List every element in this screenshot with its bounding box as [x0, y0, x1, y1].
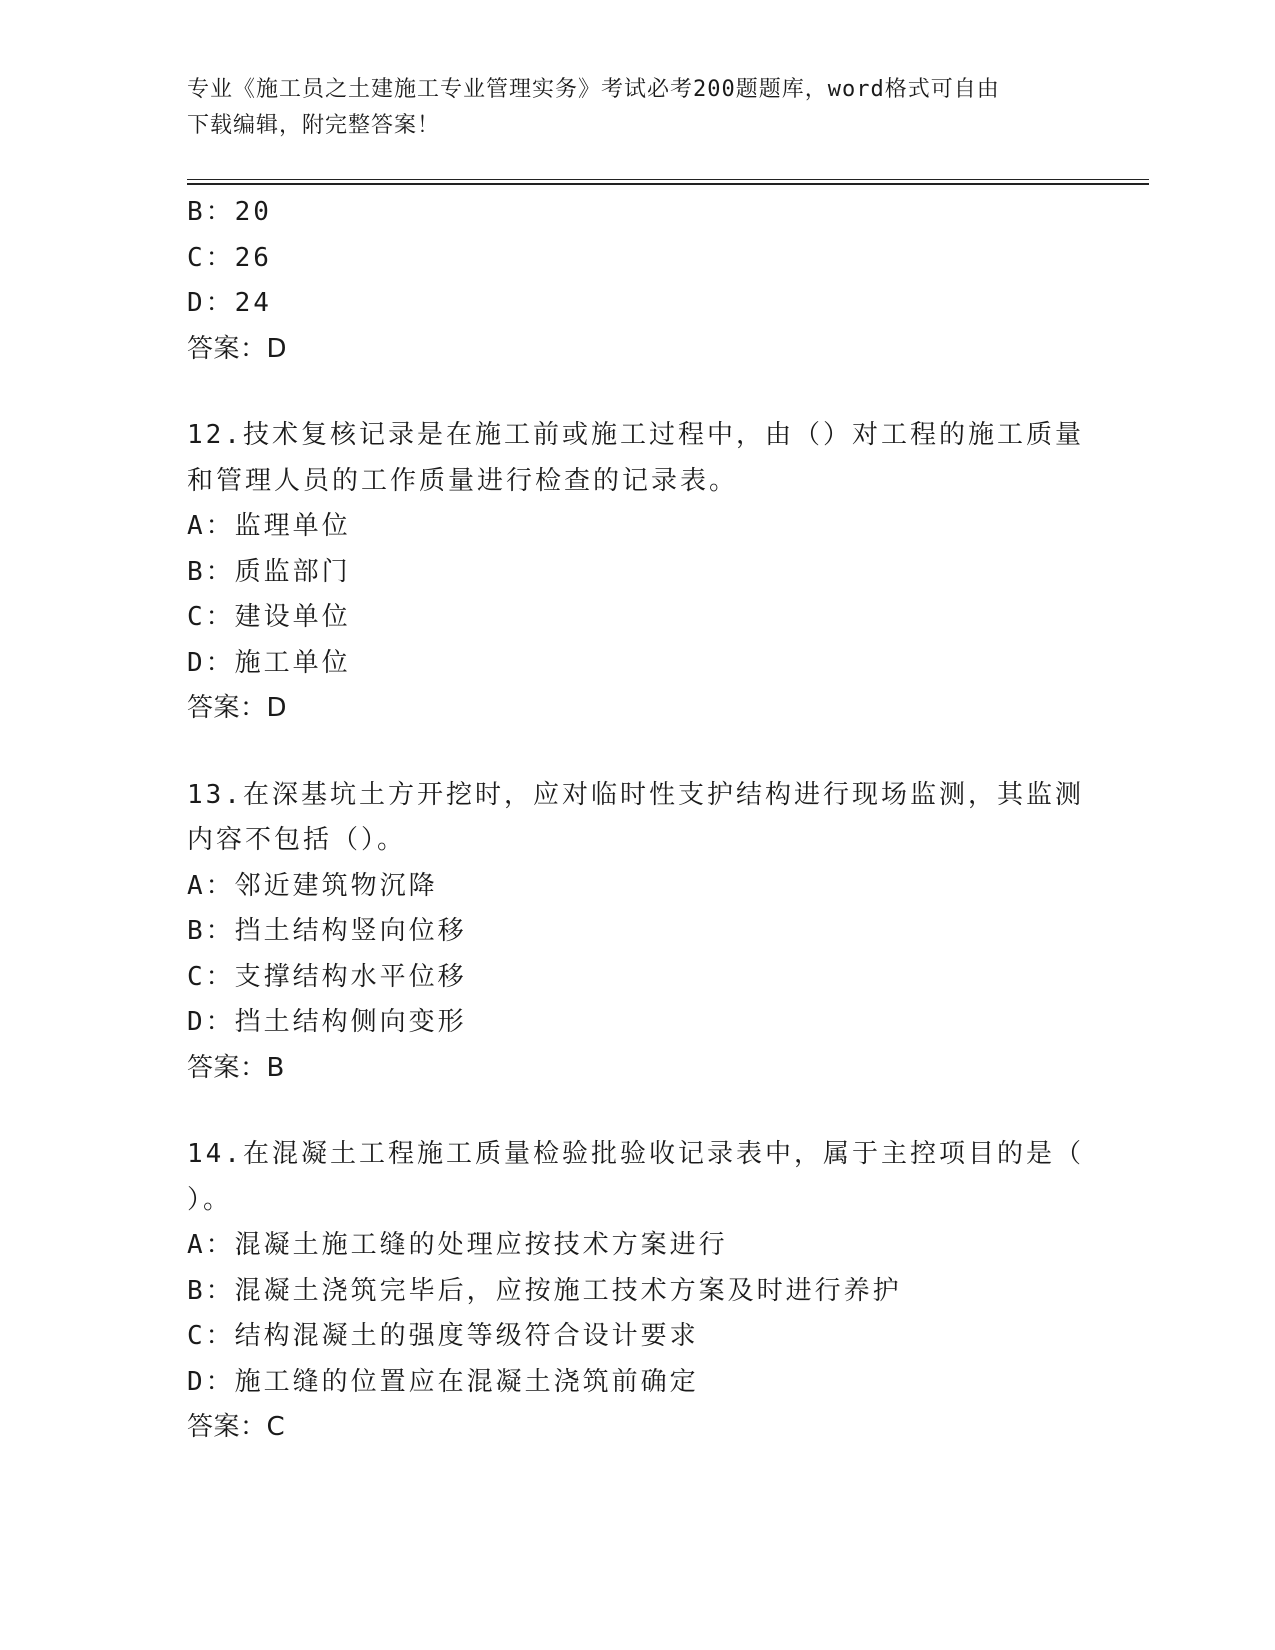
answer: 答案：B — [187, 1052, 285, 1083]
option-a: A：邻近建筑物沉降 — [187, 870, 438, 901]
question-stem-line-2: 和管理人员的工作质量进行检查的记录表。 — [187, 465, 739, 496]
answer: 答案：D — [187, 333, 288, 364]
option-d: D：24 — [187, 288, 272, 318]
option-a: A：监理单位 — [187, 511, 351, 541]
option-d: D：挡土结构侧向变形 — [187, 1007, 467, 1037]
answer: 答案：C — [187, 1412, 286, 1442]
spacer — [187, 372, 1087, 413]
header-divider-thick — [187, 183, 1149, 185]
option-d: D：施工缝的位置应在混凝土浇筑前确定 — [187, 1366, 699, 1397]
option-c: C：26 — [187, 242, 272, 273]
option-b: B：挡土结构竖向位移 — [187, 916, 467, 946]
question-11-tail — [187, 190, 1087, 372]
question-12 — [187, 413, 1087, 732]
question-14 — [187, 1132, 1087, 1451]
option-a: A：混凝土施工缝的处理应按技术方案进行 — [187, 1230, 728, 1260]
option-b: B：质监部门 — [187, 556, 351, 587]
answer: 答案：D — [187, 693, 288, 723]
option-b: B：混凝土浇筑完毕后，应按施工技术方案及时进行养护 — [187, 1275, 902, 1306]
question-content — [187, 190, 1087, 1451]
option-b: B：20 — [187, 197, 272, 227]
header-title-line-2: 下载编辑，附完整答案！ — [187, 113, 441, 138]
document-header — [187, 72, 1087, 144]
header-divider-thin — [187, 179, 1149, 180]
option-c: C：结构混凝土的强度等级符合设计要求 — [187, 1321, 699, 1351]
option-c: C：建设单位 — [187, 602, 351, 632]
header-title-line-1: 专业《施工员之土建施工专业管理实务》考试必考200题题库，word格式可自由 — [187, 77, 1000, 102]
question-stem-line-1: 14.在混凝土工程施工质量检验批验收记录表中，属于主控项目的是（ — [187, 1139, 1084, 1169]
spacer — [187, 1091, 1087, 1132]
question-stem-line-2: 内容不包括（）。 — [187, 825, 407, 855]
spacer — [187, 732, 1087, 773]
option-c: C：支撑结构水平位移 — [187, 961, 467, 992]
question-stem-line-1: 12.技术复核记录是在施工前或施工过程中，由（）对工程的施工质量 — [187, 420, 1084, 450]
question-13 — [187, 773, 1087, 1092]
question-stem-line-2: ）。 — [187, 1184, 233, 1215]
option-d: D：施工单位 — [187, 647, 351, 678]
question-stem-line-1: 13.在深基坑土方开挖时，应对临时性支护结构进行现场监测，其监测 — [187, 779, 1084, 810]
